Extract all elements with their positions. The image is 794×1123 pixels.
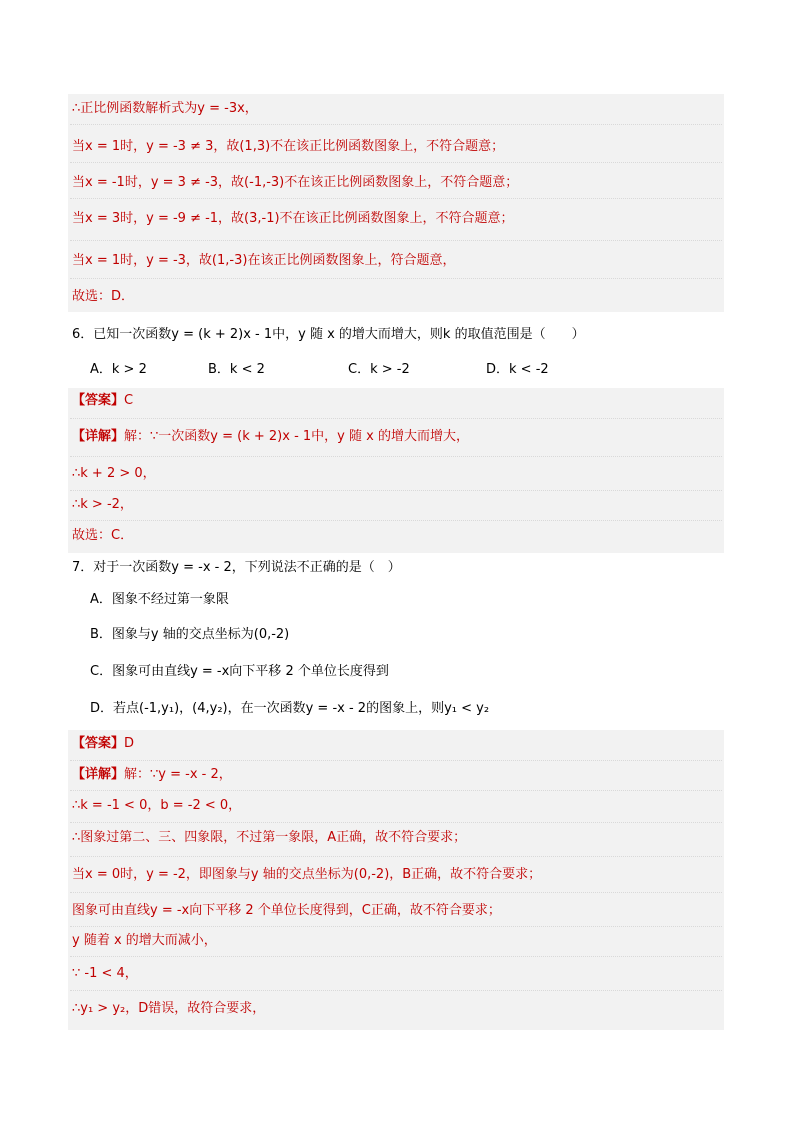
q5-line-1: ∴正比例函数解析式为y = -3x，: [72, 101, 258, 116]
q6-stem: 6．已知一次函数y = (k + 2)x - 1中，y 随 x 的增大而增大，则k 的取值范围是（ ）: [72, 327, 585, 342]
divider: [70, 198, 722, 199]
divider: [70, 240, 722, 241]
q6-detail-3: ∴k > -2，: [72, 497, 133, 512]
q7-option-d: D．若点(-1,y₁)，(4,y₂)，在一次函数y = -x - 2的图象上，则y₁ < y₂: [90, 701, 490, 716]
q7-option-b: B．图象与y 轴的交点坐标为(0,-2): [90, 627, 290, 642]
q7-detail-7: ∵ -1 < 4，: [72, 966, 138, 981]
divider: [70, 520, 722, 521]
q5-line-3: 当x = -1时，y = 3 ≠ -3，故(-1,-3)不在该正比例函数图象上，不符合题意；: [72, 175, 519, 190]
q7-detail-2: ∴k = -1 < 0，b = -2 < 0，: [72, 798, 242, 813]
q6-detail-2: ∴k + 2 > 0，: [72, 466, 156, 481]
q7-answer: [72, 733, 722, 755]
answer-value: C: [124, 393, 134, 408]
q5-line-4: 当x = 3时，y = -9 ≠ -1，故(3,-1)不在该正比例函数图象上，不符合题意；: [72, 211, 514, 226]
q7-detail-6: y 随着 x 的增大而减小，: [72, 933, 217, 948]
q7-detail-5: 图象可由直线y = -x向下平移 2 个单位长度得到，C正确，故不符合要求；: [72, 903, 501, 918]
q6-option-d: D．k < -2: [486, 362, 549, 377]
divider: [70, 990, 722, 991]
q7-option-a: A．图象不经过第一象限: [90, 592, 229, 607]
q7-option-c: C．图象可由直线y = -x向下平移 2 个单位长度得到: [90, 664, 389, 679]
q5-line-2: 当x = 1时，y = -3 ≠ 3，故(1,3)不在该正比例函数图象上，不符合题意；: [72, 139, 505, 154]
q6-option-c: C．k > -2: [348, 362, 410, 377]
answer-label: 【答案】: [72, 393, 125, 408]
divider: [70, 790, 722, 791]
q5-line-6: 故选：D．: [72, 289, 135, 304]
q6-option-a: A．k > 2: [90, 362, 147, 377]
divider: [70, 926, 722, 927]
divider: [70, 956, 722, 957]
q7-detail-3: ∴图象过第二、三、四象限，不过第一象限，A正确，故不符合要求；: [72, 830, 467, 845]
divider: [70, 760, 722, 761]
divider: [70, 278, 722, 279]
q6-answer: [72, 390, 722, 412]
divider: [70, 124, 722, 125]
q7-detail-4: 当x = 0时，y = -2，即图象与y 轴的交点坐标为(0,-2)，B正确，故不符合要求；: [72, 867, 542, 882]
q6-detail-1: [72, 426, 722, 448]
q5-line-5: 当x = 1时，y = -3，故(1,-3)在该正比例函数图象上，符合题意，: [72, 253, 456, 268]
divider: [70, 822, 722, 823]
detail-label: 【详解】: [72, 429, 125, 444]
q7-stem: 7．对于一次函数y = -x - 2，下列说法不正确的是（ ）: [72, 560, 401, 575]
divider: [70, 456, 722, 457]
q7-detail-8: ∴y₁ > y₂，D错误，故符合要求，: [72, 1001, 266, 1016]
q6-option-b: B．k < 2: [208, 362, 265, 377]
answer-label: 【答案】: [72, 736, 125, 751]
divider: [70, 162, 722, 163]
divider: [70, 490, 722, 491]
divider: [70, 892, 722, 893]
solution-block-q5: [68, 94, 724, 312]
answer-value: D: [124, 736, 135, 751]
detail-text: 解：∵一次函数y = (k + 2)x - 1中，y 随 x 的增大而增大，: [124, 429, 469, 444]
detail-text: 解：∵y = -x - 2，: [124, 767, 232, 782]
q6-detail-4: 故选：C．: [72, 528, 134, 543]
divider: [70, 856, 722, 857]
divider: [70, 418, 722, 419]
q7-detail-1: [72, 764, 722, 786]
detail-label: 【详解】: [72, 767, 125, 782]
